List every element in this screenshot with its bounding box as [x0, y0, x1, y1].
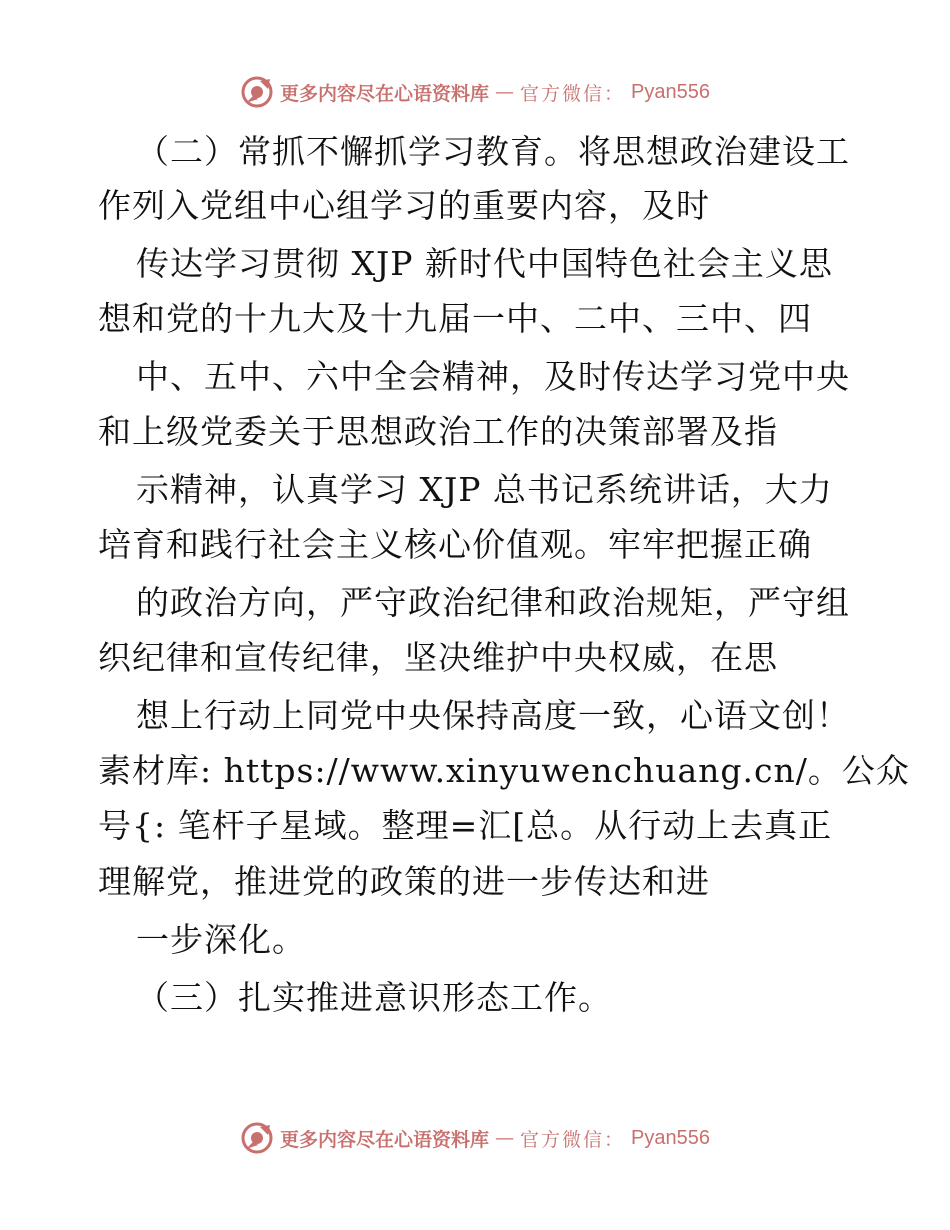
- watermark-dash: —: [495, 1127, 515, 1149]
- body-line: 作列入党组中心组学习的重要内容，及时: [98, 186, 710, 225]
- body-line: 示精神，认真学习 XJP 总书记系统讲话，大力: [136, 470, 833, 509]
- header-watermark: [0, 72, 950, 112]
- body-line: 一步深化。: [136, 920, 306, 959]
- body-line: 理解党，推进党的政策的进一步传达和进: [98, 862, 710, 901]
- pen-logo-icon: [240, 75, 274, 109]
- watermark-official-label: 官方微信：: [520, 1128, 626, 1151]
- watermark-wechat-id: Pyan556: [631, 80, 710, 103]
- watermark-brand: 更多内容尽在心语资料库: [280, 1128, 490, 1151]
- watermark-wechat-id: Pyan556: [631, 1126, 710, 1149]
- body-line: 传达学习贯彻 XJP 新时代中国特色社会主义思: [136, 244, 833, 283]
- body-line: 和上级党委关于思想政治工作的决策部署及指: [98, 412, 778, 451]
- body-line: 织纪律和宣传纪律，坚决维护中央权威，在思: [98, 638, 778, 677]
- watermark-dash: —: [495, 81, 515, 103]
- footer-watermark: [0, 1118, 950, 1158]
- body-line: 想上行动上同党中央保持高度一致，心语文创！: [136, 696, 850, 735]
- watermark-brand: 更多内容尽在心语资料库: [280, 82, 490, 105]
- body-line: 中、五中、六中全会精神，及时传达学习党中央: [136, 357, 850, 396]
- body-line: （二）常抓不懈抓学习教育。将思想政治建设工: [136, 132, 850, 171]
- body-line: 素材库: https://www.xinyuwenchuang.cn/。公众: [98, 751, 910, 790]
- body-line: 培育和践行社会主义核心价值观。牢牢把握正确: [98, 525, 812, 564]
- body-line: 的政治方向，严守政治纪律和政治规矩，严守组: [136, 583, 850, 622]
- body-line: 号{: 笔杆子星域。整理=汇[总。从行动上去真正: [98, 806, 833, 845]
- pen-logo-icon: [240, 1121, 274, 1155]
- body-line: （三）扎实推进意识形态工作。: [136, 978, 612, 1017]
- watermark-official-label: 官方微信：: [520, 82, 626, 105]
- body-line: 想和党的十九大及十九届一中、二中、三中、四: [98, 299, 812, 338]
